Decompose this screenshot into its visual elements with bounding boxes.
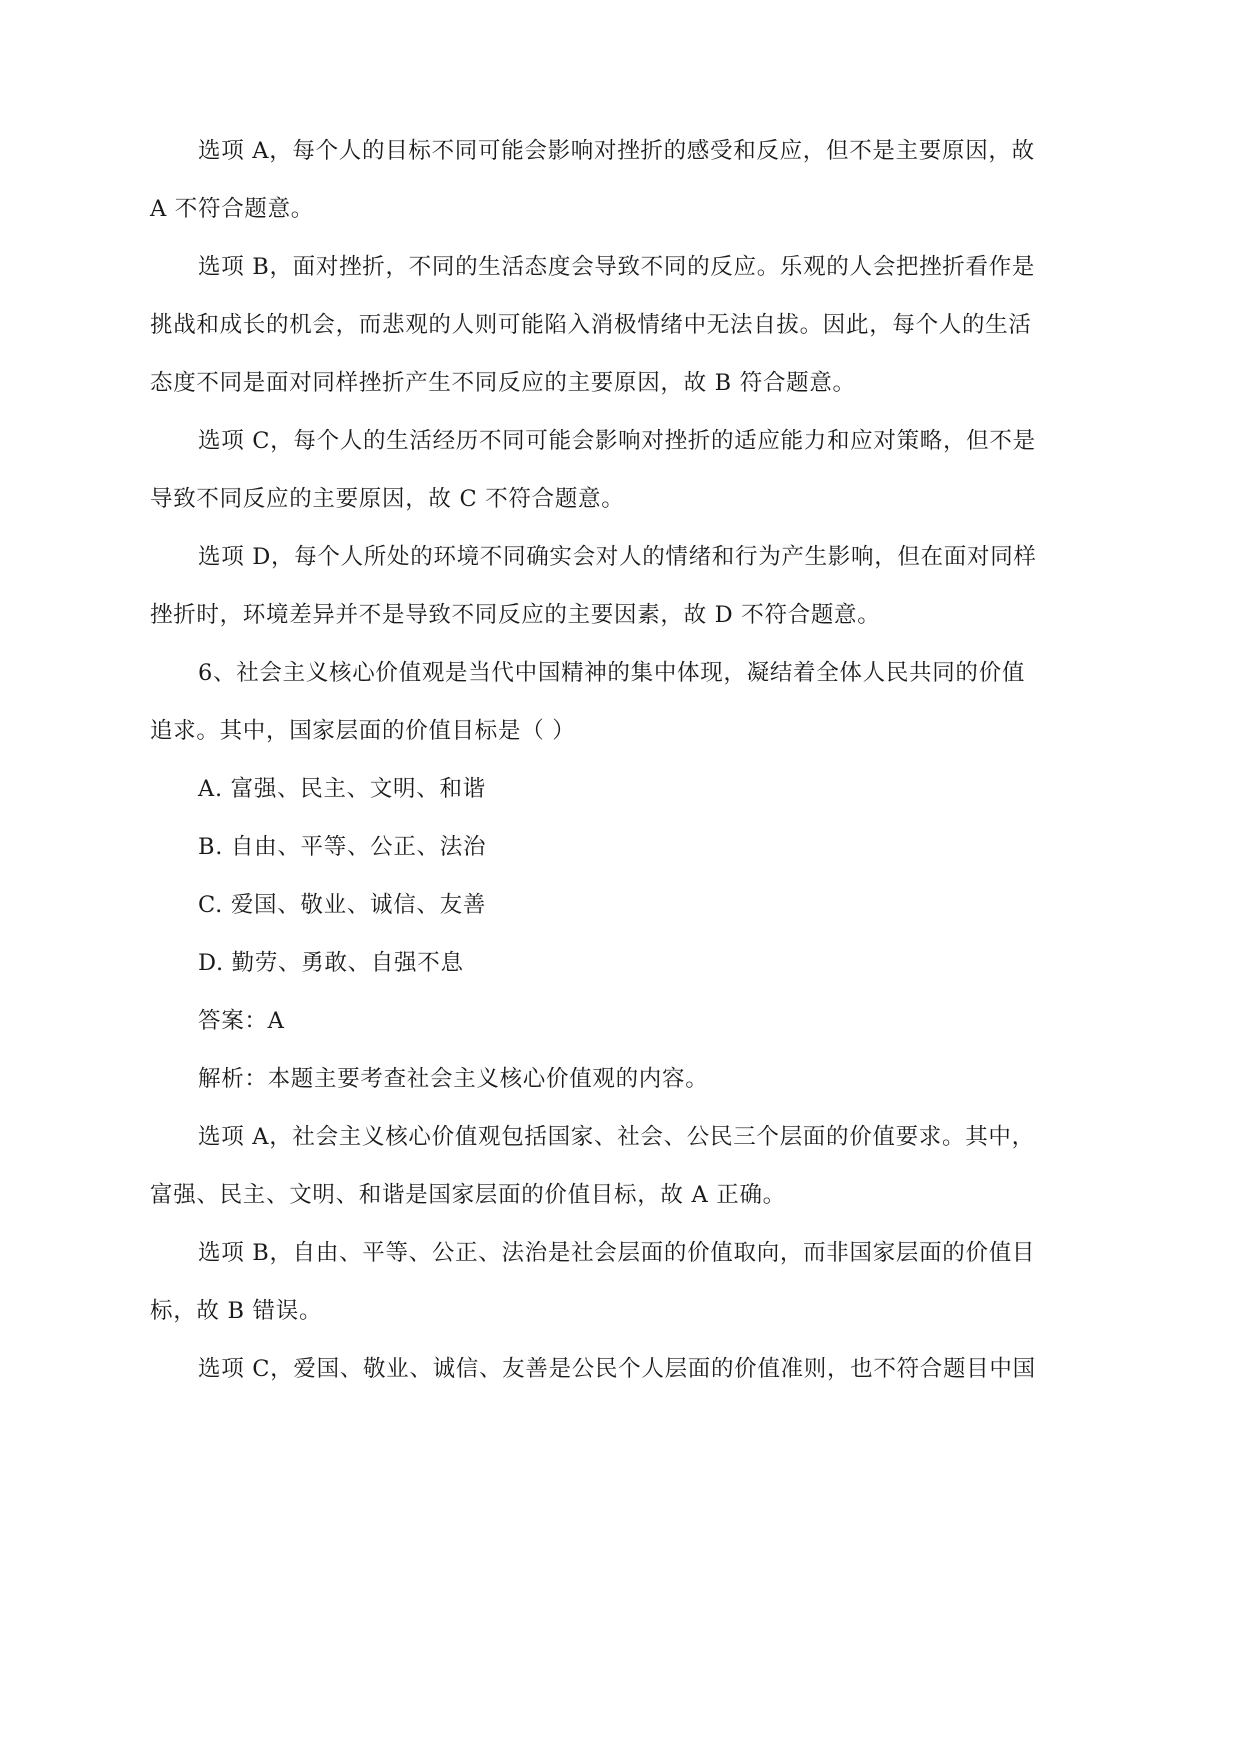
paragraph-line: 选项 C，每个人的生活经历不同可能会影响对挫折的适应能力和应对策略，但不是 bbox=[198, 428, 1036, 454]
paragraph-line: 态度不同是面对同样挫折产生不同反应的主要原因，故 B 符合题意。 bbox=[150, 370, 856, 396]
paragraph-line: 挑战和成长的机会，而悲观的人则可能陷入消极情绪中无法自拔。因此，每个人的生活 bbox=[150, 312, 1032, 338]
paragraph-line: 选项 C，爱国、敬业、诚信、友善是公民个人层面的价值准则，也不符合题目中国 bbox=[198, 1356, 1036, 1382]
option-d: D. 勤劳、勇敢、自强不息 bbox=[198, 950, 464, 976]
option-b: B. 自由、平等、公正、法治 bbox=[198, 834, 487, 860]
paragraph-line: 导致不同反应的主要原因，故 C 不符合题意。 bbox=[150, 486, 625, 512]
paragraph-line: 选项 A，每个人的目标不同可能会影响对挫折的感受和反应，但不是主要原因，故 bbox=[198, 138, 1035, 164]
question-stem: 6、社会主义核心价值观是当代中国精神的集中体现，凝结着全体人民共同的价值 bbox=[198, 660, 1026, 686]
paragraph-line: 选项 A，社会主义核心价值观包括国家、社会、公民三个层面的价值要求。其中， bbox=[198, 1124, 1035, 1150]
paragraph-line: 选项 B，自由、平等、公正、法治是社会层面的价值取向，而非国家层面的价值目 bbox=[198, 1240, 1036, 1266]
paragraph-line: 选项 B，面对挫折，不同的生活态度会导致不同的反应。乐观的人会把挫折看作是 bbox=[198, 254, 1036, 280]
paragraph-line: A 不符合题意。 bbox=[150, 196, 315, 222]
paragraph-line: 标，故 B 错误。 bbox=[150, 1298, 323, 1324]
analysis-line: 解析：本题主要考查社会主义核心价值观的内容。 bbox=[198, 1066, 709, 1092]
option-c: C. 爱国、敬业、诚信、友善 bbox=[198, 892, 487, 918]
paragraph-line: 挫折时，环境差异并不是导致不同反应的主要因素，故 D 不符合题意。 bbox=[150, 602, 881, 628]
option-a: A. 富强、民主、文明、和谐 bbox=[198, 776, 486, 802]
paragraph-line: 富强、民主、文明、和谐是国家层面的价值目标，故 A 正确。 bbox=[150, 1182, 786, 1208]
paragraph-line: 选项 D，每个人所处的环境不同确实会对人的情绪和行为产生影响，但在面对同样 bbox=[198, 544, 1037, 570]
question-stem: 追求。其中，国家层面的价值目标是（ ） bbox=[150, 718, 576, 744]
answer-line: 答案：A bbox=[198, 1008, 285, 1034]
